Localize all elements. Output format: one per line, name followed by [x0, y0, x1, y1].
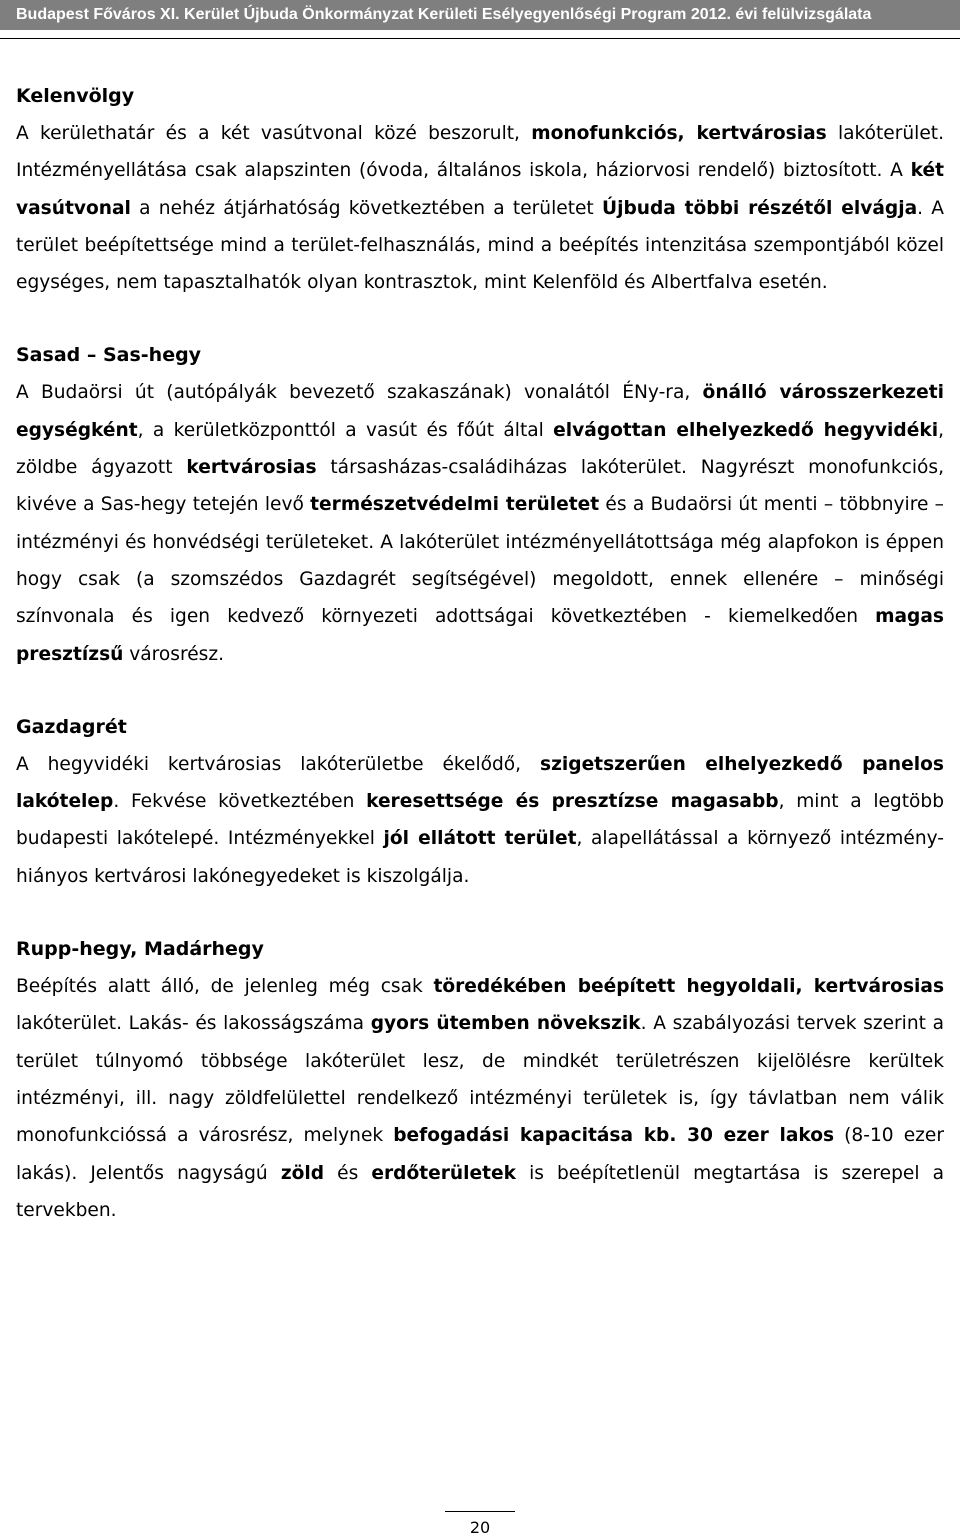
paragraph-text: , mint a legtöbb budapesti lakótelepé. Intézményekkel [16, 791, 945, 850]
section-heading: Sasad – Sas-hegy [16, 344, 202, 367]
page-header [0, 0, 960, 30]
emphasized-text: Újbuda többi részétől elvágja [601, 197, 918, 219]
paragraph-text: A kerülethatár és a két vasútvonal közé beszorult, [16, 123, 532, 144]
header-divider [0, 38, 960, 39]
paragraph-text: A hegyvidéki kertvárosias lakóterületbe ékelődő, [16, 753, 540, 775]
paragraph-text: , zöldbe ágyazott [16, 419, 945, 479]
paragraph-text: . Fekvése következtében [113, 791, 367, 813]
paragraph-text: . A terület beépítettsége mind a terület-felhasználás, mind a beépítés intenzitása szempontjából közel egységes, nem tapasztalhatók olyan kontrasztok, mint Kelenföld és Albertfalva esetén. [16, 197, 944, 294]
paragraph-text: (8-10 ezer lakás). Jelentős nagyságú [16, 1125, 944, 1184]
section-heading: Rupp-hegy, Madárhegy [16, 938, 264, 961]
paragraph-text: a nehéz átjárhatóság következtében a területet [130, 197, 602, 219]
section-paragraph [16, 374, 944, 672]
emphasized-text: magas presztízsű [16, 606, 944, 665]
paragraph-text: A Budaörsi út (autópályák bevezető szakaszának) vonalától ÉNy-ra, [16, 382, 703, 404]
section-heading: Gazdagrét [16, 715, 127, 738]
paragraph-text: , a kerületközponttól a vasút és főút által [137, 419, 554, 441]
emphasized-text: elvágottan elhelyezkedő hegyvidéki [553, 419, 939, 441]
footer-divider [445, 1511, 515, 1512]
emphasized-text: zöld [280, 1162, 325, 1184]
emphasized-text: két vasútvonal [16, 160, 944, 219]
emphasized-text: gyors ütemben növekszik [370, 1013, 641, 1035]
paragraph-text: lakóterület. Intézményellátása csak alapszinten (óvoda, általános iskola, háziorvosi rendelő) biztosított. A [16, 123, 944, 182]
paragraph-text: és [324, 1162, 372, 1184]
emphasized-text: erdőterületek [371, 1162, 516, 1184]
emphasized-text: jól ellátott terület [383, 828, 577, 850]
document-body [16, 78, 944, 1265]
emphasized-text: természetvédelmi területet [310, 494, 600, 516]
section-paragraph [16, 115, 944, 301]
paragraph-text: is beépítetlenül megtartása is szerepel a tervekben. [16, 1162, 944, 1221]
emphasized-text: szigetszerűen elhelyezkedő panelos lakótelep [16, 753, 944, 813]
paragraph-text: társasházas-családiházas lakóterület. Nagyrészt monofunkciós, kivéve a Sas-hegy tetején levő [16, 457, 944, 516]
section-heading: Kelenvölgy [16, 85, 135, 107]
emphasized-text: töredékében beépített hegyoldali, kertvárosias [433, 976, 945, 998]
paragraph-text: városrész. [123, 643, 225, 665]
emphasized-text: monofunkciós, kertvárosias [531, 123, 827, 144]
paragraph-text: . A szabályozási tervek szerint a terület túlnyomó többsége lakóterület lesz, de mindkét területrészen kijelölésre kerültek intézményi, ill. nagy zöldfelülettel rendelkező intézményi területek is, így távlatban nem válik monofunkcióssá a városrész, melynek [16, 1013, 944, 1147]
header-title: Budapest Főváros XI. Kerület Újbuda Önkormányzat Kerületi Esélyegyenlőségi Program 2012. évi felülvizsgálata [16, 6, 872, 23]
paragraph-text: , alapellátással a környező intézmény-hiányos kertvárosi lakónegyedeket is kiszolgálja. [16, 828, 944, 887]
page-number: 20 [469, 1518, 491, 1537]
emphasized-text: keresettsége és presztízse magasabb [366, 791, 779, 813]
emphasized-text: kertvárosias [186, 457, 317, 479]
paragraph-text: lakóterület. Lakás- és lakosságszáma [16, 1013, 371, 1035]
paragraph-text: és a Budaörsi út menti – többnyire – intézményi és honvédségi területeket. A lakóterület intézményellátottsága még alapfokon is éppen hogy csak (a szomszédos Gazdagrét segítségével) megoldott, ennek ellenére – minőségi színvonala és igen kedvező környezeti adottságai következtében - kiemelkedően [16, 494, 944, 628]
paragraph-text: Beépítés alatt álló, de jelenleg még csak [16, 976, 434, 998]
section-paragraph [16, 746, 944, 895]
section-paragraph [16, 968, 944, 1229]
emphasized-text: önálló városszerkezeti egységként [16, 382, 944, 441]
emphasized-text: befogadási kapacitása kb. 30 ezer lakos [393, 1125, 835, 1147]
